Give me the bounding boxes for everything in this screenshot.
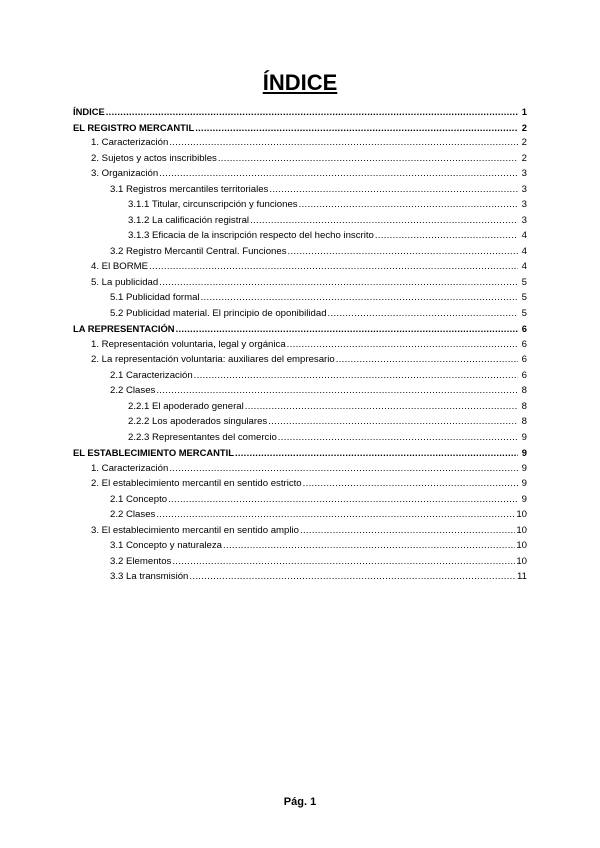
toc-entry[interactable]	[73, 368, 527, 384]
toc-entry[interactable]	[73, 182, 527, 198]
toc-entry[interactable]	[73, 383, 527, 399]
toc-entry-title: 5.2 Publicidad material. El principio de oponibilidad	[110, 307, 327, 319]
toc-dot-leader	[168, 492, 518, 508]
toc-entry-page: 6	[521, 369, 527, 381]
toc-dot-leader	[169, 135, 518, 151]
toc-dot-leader	[375, 228, 518, 244]
toc-entry-title: 2.2 Clases	[110, 509, 156, 520]
toc-entry[interactable]	[73, 507, 527, 523]
toc-entry-page: 10	[516, 555, 527, 567]
toc-dot-leader	[156, 383, 518, 399]
toc-dot-leader	[328, 306, 518, 322]
toc-entry[interactable]	[73, 244, 527, 260]
toc-entry[interactable]	[73, 352, 527, 368]
toc-entry-page: 1	[521, 106, 527, 117]
toc-entry[interactable]	[73, 445, 527, 461]
toc-entry-page: 2	[521, 137, 527, 148]
toc-entry[interactable]	[73, 120, 527, 136]
toc-entry-page: 5	[521, 307, 527, 319]
toc-dot-leader	[288, 244, 519, 260]
toc-dot-leader	[223, 538, 515, 554]
toc-entry[interactable]	[73, 337, 527, 353]
toc-entry-title: 3. Organización	[91, 168, 159, 179]
toc-entry-page: 3	[521, 168, 527, 179]
toc-entry[interactable]	[73, 290, 527, 306]
toc-entry[interactable]	[73, 430, 527, 446]
toc-dot-leader	[194, 368, 518, 384]
toc-entry-page: 2	[521, 121, 527, 133]
toc-dot-leader	[156, 507, 515, 523]
toc-entry-title: 2.2.2 Los apoderados singulares	[128, 416, 268, 427]
toc-entry-title: 3.1.2 La calificación registral	[128, 214, 250, 226]
toc-entry[interactable]	[73, 476, 527, 492]
toc-entry-page: 9	[521, 478, 527, 489]
toc-entry[interactable]	[73, 197, 527, 213]
toc-entry-page: 2	[521, 152, 527, 164]
toc-entry-title: 4. El BORME	[91, 261, 149, 272]
toc-entry-page: 4	[521, 261, 527, 272]
toc-entry[interactable]	[73, 569, 527, 585]
toc-dot-leader	[106, 104, 518, 120]
toc-dot-leader	[269, 182, 518, 198]
toc-entry-page: 10	[516, 540, 527, 551]
toc-entry-title: 2.1 Caracterización	[110, 369, 193, 381]
toc-dot-leader	[159, 166, 518, 182]
toc-entry[interactable]	[73, 399, 527, 415]
toc-dot-leader	[250, 213, 518, 229]
toc-entry-title: 1. Caracterización	[91, 462, 169, 474]
toc-entry[interactable]	[73, 461, 527, 477]
toc-entry-page: 10	[516, 509, 527, 520]
toc-entry[interactable]	[73, 492, 527, 508]
toc-entry[interactable]	[73, 321, 527, 337]
toc-dot-leader	[303, 476, 518, 492]
toc-entry-page: 9	[521, 431, 527, 443]
toc-entry-title: EL REGISTRO MERCANTIL	[73, 121, 195, 133]
toc-entry[interactable]	[73, 166, 527, 182]
toc-dot-leader	[169, 461, 518, 477]
toc-entry[interactable]	[73, 135, 527, 151]
toc-entry-page: 4	[521, 230, 527, 241]
toc-dot-leader	[287, 337, 518, 353]
toc-entry[interactable]	[73, 213, 527, 229]
toc-entry-page: 4	[521, 245, 527, 257]
toc-entry-title: ÍNDICE	[73, 106, 105, 117]
toc-entry-page: 3	[521, 214, 527, 226]
toc-entry-title: 1. Caracterización	[91, 137, 169, 148]
toc-entry[interactable]	[73, 259, 527, 275]
toc-entry[interactable]	[73, 275, 527, 291]
toc-entry-page: 10	[516, 524, 527, 536]
toc-entry-title: 3.1.1 Titular, circunscripción y funciones	[128, 199, 298, 210]
toc-entry-page: 5	[521, 292, 527, 303]
toc-entry-page: 9	[521, 462, 527, 474]
toc-entry-title: LA REPRESENTACIÓN	[73, 323, 175, 334]
toc-entry-title: 3.1 Registros mercantiles territoriales	[110, 183, 269, 195]
toc-entry[interactable]	[73, 538, 527, 554]
page-number-footer: Pág. 1	[283, 796, 317, 808]
toc-entry-title: 3.1.3 Eficacia de la inscripción respecto del hecho inscrito	[128, 230, 374, 241]
toc-entry-title: 2. Sujetos y actos inscribibles	[91, 152, 217, 164]
toc-entry-page: 8	[521, 400, 527, 412]
toc-entry-title: 2.2 Clases	[110, 385, 156, 396]
toc-dot-leader	[300, 523, 515, 539]
toc-entry-page: 6	[521, 323, 527, 334]
toc-entry-title: 5.1 Publicidad formal	[110, 292, 200, 303]
toc-entry-page: 3	[521, 199, 527, 210]
table-of-contents	[73, 104, 527, 585]
toc-entry-page: 6	[521, 338, 527, 350]
toc-dot-leader	[201, 290, 518, 306]
toc-dot-leader	[218, 151, 518, 167]
toc-dot-leader	[149, 259, 518, 275]
toc-entry-title: 2. La representación voluntaria: auxiliares del empresario	[91, 354, 335, 365]
toc-entry-title: 3. El establecimiento mercantil en sentido amplio	[91, 524, 299, 536]
toc-entry-page: 3	[521, 183, 527, 195]
toc-entry-page: 5	[521, 276, 527, 288]
toc-entry-page: 9	[521, 447, 527, 458]
toc-entry-title: 3.3 La transmisión	[110, 571, 189, 582]
toc-entry-title: 2.2.3 Representantes del comercio	[128, 431, 277, 443]
toc-entry-page: 11	[517, 571, 527, 582]
toc-entry[interactable]	[73, 228, 527, 244]
toc-dot-leader	[235, 445, 518, 461]
toc-entry-page: 8	[521, 385, 527, 396]
toc-entry-title: 3.1 Concepto y naturaleza	[110, 540, 223, 551]
toc-entry-page: 8	[521, 416, 527, 427]
toc-entry-title: 3.2 Registro Mercantil Central. Funciones	[110, 245, 287, 257]
toc-dot-leader	[176, 321, 518, 337]
toc-dot-leader	[172, 554, 515, 570]
toc-dot-leader	[278, 430, 518, 446]
toc-entry[interactable]	[73, 554, 527, 570]
toc-dot-leader	[336, 352, 518, 368]
toc-entry[interactable]	[73, 523, 527, 539]
page-title: ÍNDICE	[262, 70, 338, 95]
toc-entry-title: 2.1 Concepto	[110, 493, 168, 505]
toc-dot-leader	[159, 275, 518, 291]
toc-entry-title: 1. Representación voluntaria, legal y orgánica	[91, 338, 286, 350]
toc-dot-leader	[189, 569, 516, 585]
toc-entry-title: 3.2 Elementos	[110, 555, 172, 567]
toc-entry-page: 9	[521, 493, 527, 505]
toc-dot-leader	[268, 414, 518, 430]
toc-entry-title: EL ESTABLECIMIENTO MERCANTIL	[73, 447, 234, 458]
toc-entry-title: 2.2.1 El apoderado general	[128, 400, 244, 412]
toc-entry[interactable]	[73, 414, 527, 430]
toc-entry[interactable]	[73, 306, 527, 322]
toc-entry[interactable]	[73, 104, 527, 120]
toc-entry-title: 2. El establecimiento mercantil en sentido estricto	[91, 478, 302, 489]
toc-dot-leader	[195, 120, 518, 136]
toc-dot-leader	[299, 197, 518, 213]
toc-entry-page: 6	[521, 354, 527, 365]
toc-entry[interactable]	[73, 151, 527, 167]
toc-dot-leader	[245, 399, 518, 415]
toc-entry-title: 5. La publicidad	[91, 276, 159, 288]
